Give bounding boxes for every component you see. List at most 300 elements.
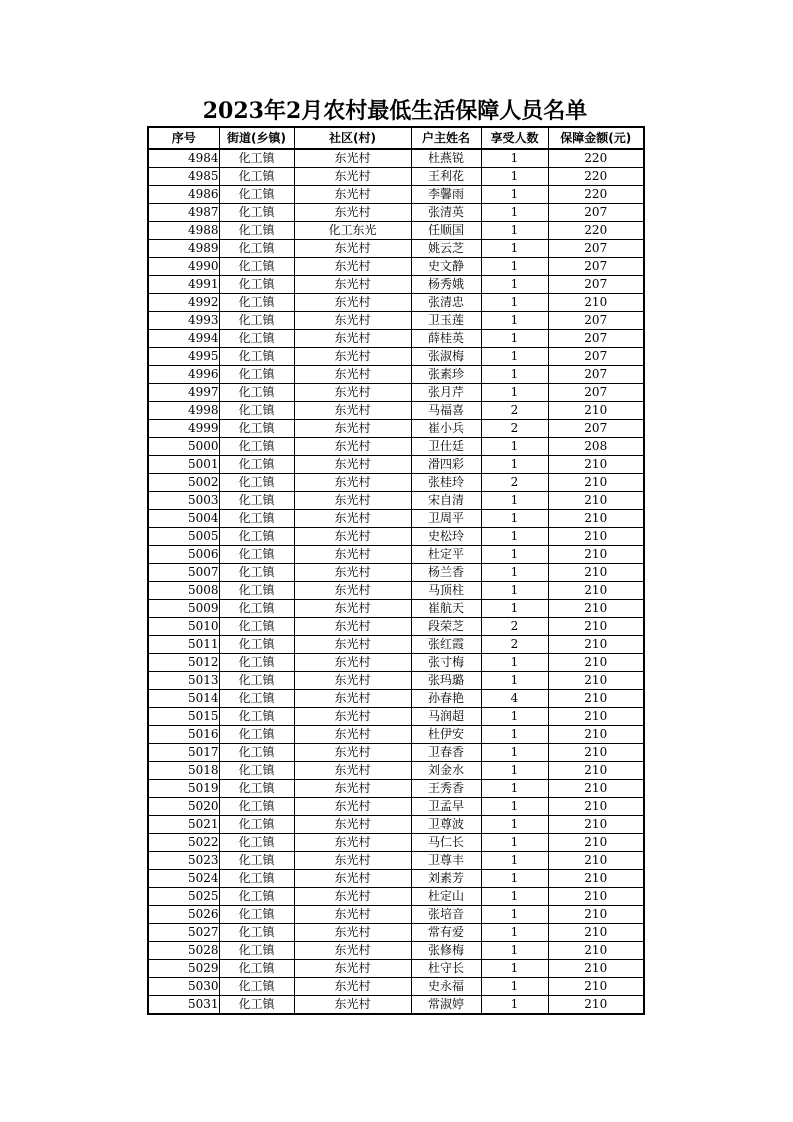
table-row xyxy=(148,888,644,906)
cell-person-count: 1 xyxy=(481,186,548,204)
cell-household-head: 杜守长 xyxy=(411,960,481,978)
table-row xyxy=(148,348,644,366)
column-header-amount: 保障金额(元) xyxy=(548,127,644,149)
column-header-count: 享受人数 xyxy=(481,127,548,149)
table-row xyxy=(148,204,644,222)
table-row xyxy=(148,330,644,348)
table-row xyxy=(148,996,644,1015)
cell-person-count: 1 xyxy=(481,492,548,510)
cell-serial-number: 4997 xyxy=(148,384,219,402)
cell-household-head: 杨兰香 xyxy=(411,564,481,582)
table-row xyxy=(148,942,644,960)
cell-amount: 210 xyxy=(548,672,644,690)
table-row xyxy=(148,420,644,438)
cell-amount: 207 xyxy=(548,204,644,222)
cell-person-count: 2 xyxy=(481,402,548,420)
cell-town: 化工镇 xyxy=(219,186,294,204)
cell-serial-number: 4998 xyxy=(148,402,219,420)
table-row xyxy=(148,168,644,186)
cell-town: 化工镇 xyxy=(219,456,294,474)
cell-household-head: 张玛璐 xyxy=(411,672,481,690)
cell-person-count: 1 xyxy=(481,564,548,582)
cell-household-head: 王秀香 xyxy=(411,780,481,798)
cell-serial-number: 5028 xyxy=(148,942,219,960)
table-row xyxy=(148,960,644,978)
table-row xyxy=(148,438,644,456)
cell-person-count: 1 xyxy=(481,312,548,330)
cell-person-count: 1 xyxy=(481,834,548,852)
cell-amount: 210 xyxy=(548,402,644,420)
cell-serial-number: 5000 xyxy=(148,438,219,456)
cell-serial-number: 4994 xyxy=(148,330,219,348)
table-row xyxy=(148,294,644,312)
cell-village: 东光村 xyxy=(294,384,411,402)
table-row xyxy=(148,366,644,384)
cell-person-count: 1 xyxy=(481,384,548,402)
cell-household-head: 史松玲 xyxy=(411,528,481,546)
cell-town: 化工镇 xyxy=(219,240,294,258)
cell-town: 化工镇 xyxy=(219,564,294,582)
cell-household-head: 马仁长 xyxy=(411,834,481,852)
cell-town: 化工镇 xyxy=(219,672,294,690)
cell-person-count: 1 xyxy=(481,960,548,978)
cell-household-head: 张淑梅 xyxy=(411,348,481,366)
table-row xyxy=(148,149,644,168)
cell-serial-number: 4995 xyxy=(148,348,219,366)
cell-town: 化工镇 xyxy=(219,816,294,834)
cell-person-count: 1 xyxy=(481,924,548,942)
cell-village: 东光村 xyxy=(294,510,411,528)
cell-person-count: 2 xyxy=(481,618,548,636)
table-row xyxy=(148,276,644,294)
cell-amount: 210 xyxy=(548,654,644,672)
table-row xyxy=(148,564,644,582)
cell-village: 东光村 xyxy=(294,834,411,852)
cell-town: 化工镇 xyxy=(219,510,294,528)
cell-household-head: 杜定平 xyxy=(411,546,481,564)
table-row xyxy=(148,978,644,996)
cell-person-count: 1 xyxy=(481,744,548,762)
cell-serial-number: 4989 xyxy=(148,240,219,258)
cell-person-count: 1 xyxy=(481,222,548,240)
cell-serial-number: 5023 xyxy=(148,852,219,870)
cell-serial-number: 4996 xyxy=(148,366,219,384)
cell-person-count: 1 xyxy=(481,816,548,834)
table-header xyxy=(148,127,644,149)
cell-village: 东光村 xyxy=(294,294,411,312)
cell-village: 东光村 xyxy=(294,690,411,708)
cell-serial-number: 5024 xyxy=(148,870,219,888)
table-row xyxy=(148,528,644,546)
cell-town: 化工镇 xyxy=(219,366,294,384)
cell-village: 东光村 xyxy=(294,672,411,690)
cell-town: 化工镇 xyxy=(219,420,294,438)
cell-amount: 210 xyxy=(548,726,644,744)
cell-town: 化工镇 xyxy=(219,636,294,654)
cell-amount: 207 xyxy=(548,312,644,330)
cell-village: 东光村 xyxy=(294,978,411,996)
cell-person-count: 1 xyxy=(481,204,548,222)
cell-amount: 210 xyxy=(548,942,644,960)
cell-household-head: 史文静 xyxy=(411,258,481,276)
cell-person-count: 1 xyxy=(481,168,548,186)
cell-household-head: 薛桂英 xyxy=(411,330,481,348)
cell-person-count: 1 xyxy=(481,762,548,780)
cell-serial-number: 5021 xyxy=(148,816,219,834)
cell-household-head: 王利花 xyxy=(411,168,481,186)
table-row xyxy=(148,618,644,636)
cell-town: 化工镇 xyxy=(219,924,294,942)
cell-town: 化工镇 xyxy=(219,780,294,798)
cell-town: 化工镇 xyxy=(219,834,294,852)
cell-household-head: 史永福 xyxy=(411,978,481,996)
cell-town: 化工镇 xyxy=(219,618,294,636)
column-header-no: 序号 xyxy=(148,127,219,149)
cell-village: 东光村 xyxy=(294,402,411,420)
cell-person-count: 1 xyxy=(481,546,548,564)
cell-village: 东光村 xyxy=(294,762,411,780)
cell-amount: 210 xyxy=(548,600,644,618)
cell-village: 东光村 xyxy=(294,330,411,348)
cell-village: 东光村 xyxy=(294,438,411,456)
table-row xyxy=(148,492,644,510)
cell-village: 东光村 xyxy=(294,888,411,906)
cell-serial-number: 4986 xyxy=(148,186,219,204)
cell-village: 东光村 xyxy=(294,168,411,186)
cell-person-count: 1 xyxy=(481,528,548,546)
cell-person-count: 1 xyxy=(481,906,548,924)
cell-town: 化工镇 xyxy=(219,762,294,780)
cell-village: 东光村 xyxy=(294,456,411,474)
cell-village: 东光村 xyxy=(294,564,411,582)
cell-amount: 210 xyxy=(548,564,644,582)
cell-person-count: 4 xyxy=(481,690,548,708)
cell-serial-number: 4988 xyxy=(148,222,219,240)
cell-village: 东光村 xyxy=(294,780,411,798)
cell-amount: 210 xyxy=(548,582,644,600)
cell-town: 化工镇 xyxy=(219,654,294,672)
table-row xyxy=(148,780,644,798)
cell-amount: 210 xyxy=(548,888,644,906)
cell-household-head: 张清英 xyxy=(411,204,481,222)
cell-household-head: 杨秀娥 xyxy=(411,276,481,294)
header-row xyxy=(148,127,644,149)
cell-serial-number: 4985 xyxy=(148,168,219,186)
cell-person-count: 1 xyxy=(481,276,548,294)
cell-household-head: 杜燕锐 xyxy=(411,149,481,168)
cell-serial-number: 4999 xyxy=(148,420,219,438)
cell-serial-number: 5030 xyxy=(148,978,219,996)
cell-amount: 207 xyxy=(548,276,644,294)
table-row xyxy=(148,834,644,852)
cell-serial-number: 4990 xyxy=(148,258,219,276)
cell-amount: 207 xyxy=(548,384,644,402)
table-row xyxy=(148,384,644,402)
cell-person-count: 1 xyxy=(481,852,548,870)
cell-village: 东光村 xyxy=(294,240,411,258)
table-row xyxy=(148,510,644,528)
cell-serial-number: 5022 xyxy=(148,834,219,852)
cell-household-head: 卫孟早 xyxy=(411,798,481,816)
cell-town: 化工镇 xyxy=(219,528,294,546)
table-row xyxy=(148,708,644,726)
cell-village: 化工东光 xyxy=(294,222,411,240)
cell-village: 东光村 xyxy=(294,906,411,924)
cell-village: 东光村 xyxy=(294,852,411,870)
cell-town: 化工镇 xyxy=(219,726,294,744)
cell-serial-number: 5006 xyxy=(148,546,219,564)
cell-household-head: 滑四彩 xyxy=(411,456,481,474)
cell-town: 化工镇 xyxy=(219,330,294,348)
cell-town: 化工镇 xyxy=(219,546,294,564)
cell-serial-number: 5008 xyxy=(148,582,219,600)
column-header-name: 户主姓名 xyxy=(411,127,481,149)
cell-household-head: 杜伊安 xyxy=(411,726,481,744)
cell-amount: 220 xyxy=(548,222,644,240)
cell-amount: 210 xyxy=(548,834,644,852)
cell-household-head: 段荣芝 xyxy=(411,618,481,636)
cell-household-head: 张红霞 xyxy=(411,636,481,654)
cell-town: 化工镇 xyxy=(219,438,294,456)
cell-household-head: 姚云芝 xyxy=(411,240,481,258)
cell-amount: 210 xyxy=(548,924,644,942)
cell-person-count: 1 xyxy=(481,348,548,366)
cell-village: 东光村 xyxy=(294,258,411,276)
cell-town: 化工镇 xyxy=(219,168,294,186)
cell-town: 化工镇 xyxy=(219,960,294,978)
cell-serial-number: 5026 xyxy=(148,906,219,924)
cell-amount: 207 xyxy=(548,240,644,258)
cell-town: 化工镇 xyxy=(219,870,294,888)
table-row xyxy=(148,186,644,204)
cell-amount: 208 xyxy=(548,438,644,456)
cell-amount: 210 xyxy=(548,996,644,1015)
cell-town: 化工镇 xyxy=(219,888,294,906)
cell-amount: 210 xyxy=(548,798,644,816)
cell-village: 东光村 xyxy=(294,924,411,942)
cell-serial-number: 5031 xyxy=(148,996,219,1015)
cell-village: 东光村 xyxy=(294,366,411,384)
cell-village: 东光村 xyxy=(294,636,411,654)
cell-village: 东光村 xyxy=(294,149,411,168)
cell-person-count: 1 xyxy=(481,258,548,276)
cell-household-head: 杜定山 xyxy=(411,888,481,906)
cell-amount: 210 xyxy=(548,690,644,708)
cell-serial-number: 4993 xyxy=(148,312,219,330)
cell-village: 东光村 xyxy=(294,186,411,204)
cell-household-head: 卫春香 xyxy=(411,744,481,762)
cell-amount: 210 xyxy=(548,546,644,564)
cell-amount: 210 xyxy=(548,510,644,528)
cell-household-head: 张修梅 xyxy=(411,942,481,960)
table-row xyxy=(148,582,644,600)
cell-serial-number: 5017 xyxy=(148,744,219,762)
cell-town: 化工镇 xyxy=(219,204,294,222)
cell-amount: 207 xyxy=(548,348,644,366)
cell-person-count: 1 xyxy=(481,726,548,744)
cell-village: 东光村 xyxy=(294,942,411,960)
cell-amount: 210 xyxy=(548,294,644,312)
cell-town: 化工镇 xyxy=(219,348,294,366)
cell-household-head: 卫仕廷 xyxy=(411,438,481,456)
table-row xyxy=(148,924,644,942)
cell-household-head: 马顶柱 xyxy=(411,582,481,600)
cell-serial-number: 5012 xyxy=(148,654,219,672)
cell-town: 化工镇 xyxy=(219,276,294,294)
cell-amount: 210 xyxy=(548,474,644,492)
table-row xyxy=(148,798,644,816)
cell-serial-number: 5016 xyxy=(148,726,219,744)
cell-town: 化工镇 xyxy=(219,744,294,762)
cell-person-count: 1 xyxy=(481,149,548,168)
table-row xyxy=(148,654,644,672)
cell-household-head: 李馨雨 xyxy=(411,186,481,204)
cell-town: 化工镇 xyxy=(219,942,294,960)
table-row xyxy=(148,240,644,258)
cell-serial-number: 5015 xyxy=(148,708,219,726)
cell-household-head: 宋自清 xyxy=(411,492,481,510)
table-row xyxy=(148,744,644,762)
cell-town: 化工镇 xyxy=(219,312,294,330)
cell-village: 东光村 xyxy=(294,420,411,438)
table-row xyxy=(148,726,644,744)
table-body xyxy=(148,149,644,1014)
cell-town: 化工镇 xyxy=(219,402,294,420)
cell-person-count: 1 xyxy=(481,456,548,474)
cell-amount: 210 xyxy=(548,960,644,978)
cell-amount: 220 xyxy=(548,186,644,204)
cell-amount: 210 xyxy=(548,978,644,996)
cell-village: 东光村 xyxy=(294,816,411,834)
cell-person-count: 1 xyxy=(481,708,548,726)
cell-person-count: 1 xyxy=(481,510,548,528)
cell-person-count: 1 xyxy=(481,330,548,348)
table-row xyxy=(148,816,644,834)
table-row xyxy=(148,636,644,654)
cell-person-count: 1 xyxy=(481,600,548,618)
cell-town: 化工镇 xyxy=(219,294,294,312)
cell-amount: 210 xyxy=(548,618,644,636)
cell-village: 东光村 xyxy=(294,204,411,222)
cell-serial-number: 5018 xyxy=(148,762,219,780)
cell-amount: 220 xyxy=(548,149,644,168)
table-row xyxy=(148,690,644,708)
cell-person-count: 1 xyxy=(481,798,548,816)
cell-town: 化工镇 xyxy=(219,798,294,816)
table-row xyxy=(148,312,644,330)
cell-serial-number: 5020 xyxy=(148,798,219,816)
cell-amount: 210 xyxy=(548,762,644,780)
cell-town: 化工镇 xyxy=(219,996,294,1015)
cell-amount: 210 xyxy=(548,744,644,762)
cell-town: 化工镇 xyxy=(219,600,294,618)
cell-person-count: 1 xyxy=(481,438,548,456)
cell-village: 东光村 xyxy=(294,348,411,366)
cell-serial-number: 5004 xyxy=(148,510,219,528)
cell-amount: 210 xyxy=(548,780,644,798)
cell-household-head: 任顺国 xyxy=(411,222,481,240)
cell-serial-number: 5011 xyxy=(148,636,219,654)
cell-town: 化工镇 xyxy=(219,852,294,870)
cell-serial-number: 5002 xyxy=(148,474,219,492)
cell-town: 化工镇 xyxy=(219,906,294,924)
cell-household-head: 张寸梅 xyxy=(411,654,481,672)
cell-person-count: 1 xyxy=(481,996,548,1015)
cell-amount: 207 xyxy=(548,366,644,384)
table-row xyxy=(148,852,644,870)
table-row xyxy=(148,762,644,780)
cell-person-count: 1 xyxy=(481,294,548,312)
cell-village: 东光村 xyxy=(294,546,411,564)
table-row xyxy=(148,906,644,924)
cell-village: 东光村 xyxy=(294,492,411,510)
cell-household-head: 刘素芳 xyxy=(411,870,481,888)
cell-amount: 210 xyxy=(548,870,644,888)
cell-person-count: 1 xyxy=(481,366,548,384)
cell-amount: 220 xyxy=(548,168,644,186)
cell-serial-number: 5027 xyxy=(148,924,219,942)
cell-village: 东光村 xyxy=(294,528,411,546)
cell-serial-number: 5010 xyxy=(148,618,219,636)
cell-person-count: 1 xyxy=(481,780,548,798)
cell-person-count: 1 xyxy=(481,654,548,672)
cell-town: 化工镇 xyxy=(219,582,294,600)
cell-serial-number: 5005 xyxy=(148,528,219,546)
cell-household-head: 张月芹 xyxy=(411,384,481,402)
column-header-town: 街道(乡镇) xyxy=(219,127,294,149)
table-row xyxy=(148,222,644,240)
cell-amount: 207 xyxy=(548,258,644,276)
cell-village: 东光村 xyxy=(294,870,411,888)
cell-household-head: 常有爱 xyxy=(411,924,481,942)
cell-household-head: 常淑婷 xyxy=(411,996,481,1015)
cell-town: 化工镇 xyxy=(219,978,294,996)
cell-person-count: 1 xyxy=(481,978,548,996)
cell-town: 化工镇 xyxy=(219,708,294,726)
cell-amount: 210 xyxy=(548,492,644,510)
cell-serial-number: 5001 xyxy=(148,456,219,474)
cell-household-head: 张培音 xyxy=(411,906,481,924)
cell-village: 东光村 xyxy=(294,600,411,618)
cell-person-count: 2 xyxy=(481,474,548,492)
cell-serial-number: 4984 xyxy=(148,149,219,168)
cell-serial-number: 4992 xyxy=(148,294,219,312)
cell-household-head: 张清忠 xyxy=(411,294,481,312)
cell-serial-number: 5029 xyxy=(148,960,219,978)
cell-amount: 210 xyxy=(548,906,644,924)
cell-household-head: 卫周平 xyxy=(411,510,481,528)
cell-village: 东光村 xyxy=(294,708,411,726)
cell-serial-number: 5019 xyxy=(148,780,219,798)
cell-person-count: 2 xyxy=(481,636,548,654)
cell-household-head: 崔小兵 xyxy=(411,420,481,438)
column-header-village: 社区(村) xyxy=(294,127,411,149)
table-row xyxy=(148,402,644,420)
cell-person-count: 1 xyxy=(481,240,548,258)
cell-town: 化工镇 xyxy=(219,222,294,240)
cell-village: 东光村 xyxy=(294,798,411,816)
cell-household-head: 刘金水 xyxy=(411,762,481,780)
cell-town: 化工镇 xyxy=(219,258,294,276)
cell-person-count: 1 xyxy=(481,942,548,960)
cell-amount: 207 xyxy=(548,330,644,348)
table-row xyxy=(148,546,644,564)
cell-amount: 210 xyxy=(548,852,644,870)
cell-household-head: 马润超 xyxy=(411,708,481,726)
cell-village: 东光村 xyxy=(294,276,411,294)
cell-person-count: 1 xyxy=(481,672,548,690)
cell-village: 东光村 xyxy=(294,312,411,330)
